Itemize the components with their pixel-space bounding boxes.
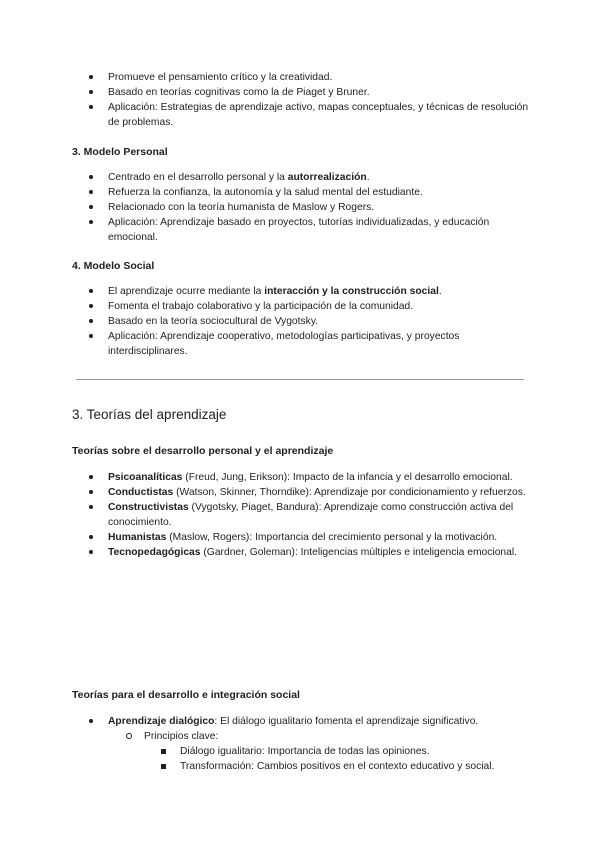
list-item: [72, 284, 532, 299]
item-bold-text: Aprendizaje dialógico: [108, 716, 215, 727]
item-text: (Maslow, Rogers): Importancia del crecimiento personal y la motivación.: [166, 532, 498, 543]
cognitive-model-list: [72, 70, 532, 130]
list-item: Promueve el pensamiento crítico y la creatividad.: [72, 70, 532, 85]
heading-modelo-social: 4. Modelo Social: [72, 260, 155, 272]
list-item: [72, 530, 532, 545]
item-bold-text: Constructivistas: [108, 502, 189, 513]
principles-sublist: [72, 744, 532, 774]
list-item: [72, 714, 532, 729]
list-item: [72, 170, 532, 185]
list-item: Transformación: Cambios positivos en el contexto educativo y social.: [72, 759, 532, 774]
list-item: Relacionado con la teoría humanista de Maslow y Rogers.: [72, 200, 532, 215]
item-text: (Vygotsky, Piaget, Bandura): Aprendizaje como construcción activa del conocimiento.: [108, 502, 514, 528]
section-title: 3. Teorías del aprendizaje: [72, 407, 227, 422]
item-text: Centrado en el desarrollo personal y la: [108, 172, 288, 183]
heading-theories-personal: Teorías sobre el desarrollo personal y el aprendizaje: [72, 445, 334, 457]
list-item: Fomenta el trabajo colaborativo y la participación de la comunidad.: [72, 299, 532, 314]
principles-list: [72, 729, 532, 744]
theories-social-list: [72, 714, 532, 729]
item-bold-text: Psicoanalíticas: [108, 472, 183, 483]
list-item: Refuerza la confianza, la autonomía y la salud mental del estudiante.: [72, 185, 532, 200]
item-bold-text: Conductistas: [108, 487, 174, 498]
item-bold-text: autorrealización: [287, 172, 367, 183]
list-item: Basado en teorías cognitivas como la de Piaget y Bruner.: [72, 85, 532, 100]
list-item: [72, 500, 532, 530]
item-bold-text: Tecnopedagógicas: [108, 547, 201, 558]
item-text: (Gardner, Goleman): Inteligencias múltiples e inteligencia emocional.: [200, 547, 518, 558]
item-bold-text: Humanistas: [108, 532, 167, 543]
list-item: Aplicación: Aprendizaje basado en proyectos, tutorías individualizadas, y educación emocional.: [72, 215, 532, 245]
horizontal-divider: [76, 379, 524, 380]
item-text: (Freud, Jung, Erikson): Impacto de la infancia y el desarrollo emocional.: [182, 472, 513, 483]
list-item: [72, 470, 532, 485]
item-text: .: [366, 172, 370, 183]
list-item: [72, 545, 532, 560]
social-model-list: [72, 284, 532, 359]
item-bold-text: interacción y la construcción social: [264, 286, 439, 297]
theories-personal-list: [72, 470, 532, 560]
item-text: (Watson, Skinner, Thorndike): Aprendizaje por condicionamiento y refuerzos.: [173, 487, 526, 498]
item-text: .: [438, 286, 442, 297]
personal-model-list: [72, 170, 532, 245]
item-text: : El diálogo igualitario fomenta el aprendizaje significativo.: [214, 716, 479, 727]
list-item: Diálogo igualitario: Importancia de todas las opiniones.: [72, 744, 532, 759]
heading-modelo-personal: 3. Modelo Personal: [72, 146, 168, 158]
list-item: Aplicación: Estrategias de aprendizaje activo, mapas conceptuales, y técnicas de resolución de problemas.: [72, 100, 532, 130]
list-item: Basado en la teoría sociocultural de Vygotsky.: [72, 314, 532, 329]
list-item: [72, 485, 532, 500]
list-item: Principios clave:: [72, 729, 532, 744]
list-item: Aplicación: Aprendizaje cooperativo, metodologías participativas, y proyectos interdisciplinares.: [72, 329, 532, 359]
item-text: El aprendizaje ocurre mediante la: [108, 286, 265, 297]
heading-theories-social: Teorías para el desarrollo e integración social: [72, 689, 300, 701]
